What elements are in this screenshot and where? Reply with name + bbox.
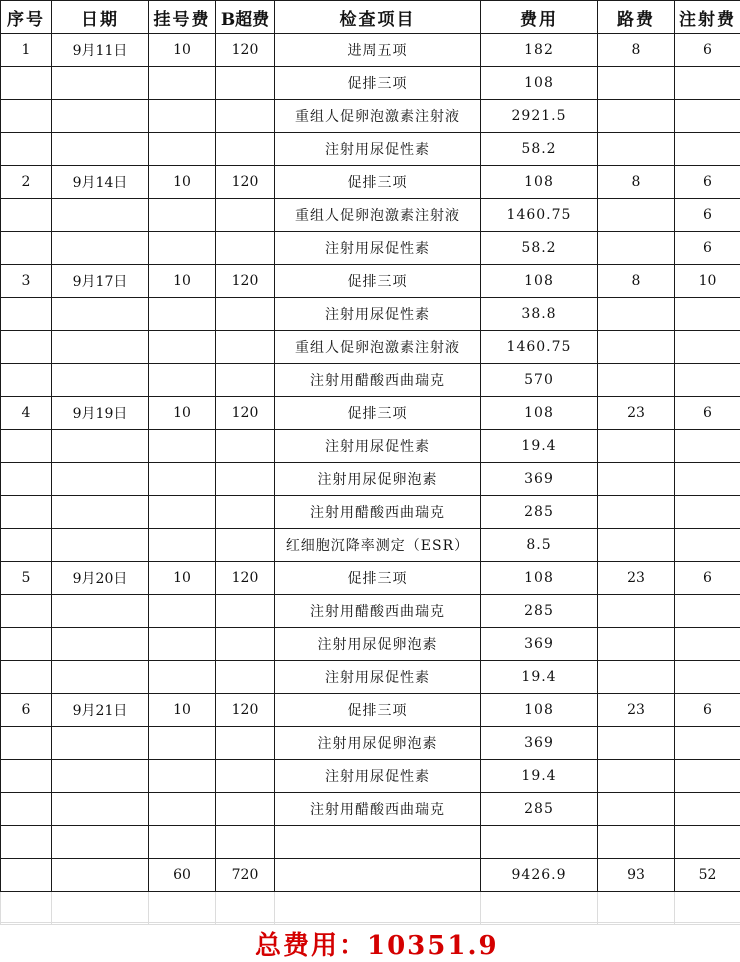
cell-ultrasound-fee xyxy=(216,232,275,265)
cell-registration-fee: 10 xyxy=(149,694,216,727)
cell-registration-fee xyxy=(149,364,216,397)
cell-exam-item: 促排三项 xyxy=(275,562,481,595)
cell-cost: 108 xyxy=(481,562,598,595)
cell-ultrasound-fee xyxy=(216,826,275,859)
cell-cost: 108 xyxy=(481,397,598,430)
cell-cost xyxy=(481,826,598,859)
cell-exam-item: 注射用尿促性素 xyxy=(275,760,481,793)
cell-cost: 19.4 xyxy=(481,430,598,463)
cell-index: 1 xyxy=(1,34,52,67)
cell-index xyxy=(1,595,52,628)
cell-registration-fee xyxy=(149,67,216,100)
cell-index xyxy=(1,100,52,133)
cell-exam-item: 红细胞沉降率测定（ESR） xyxy=(275,529,481,562)
cell-cost: 2921.5 xyxy=(481,100,598,133)
table-row xyxy=(1,562,740,595)
cell-date xyxy=(52,463,149,496)
table-row xyxy=(1,397,740,430)
empty-cell xyxy=(275,892,481,925)
cell-ultrasound-fee: 120 xyxy=(216,694,275,727)
cell-cost: 108 xyxy=(481,67,598,100)
cell-injection-fee xyxy=(675,133,740,166)
cell-travel-fee: 8 xyxy=(598,166,675,199)
cell-exam-item: 注射用尿促性素 xyxy=(275,661,481,694)
cell-registration-fee xyxy=(149,430,216,463)
cell-ultrasound-fee xyxy=(216,628,275,661)
cell-travel-fee xyxy=(598,727,675,760)
cell-injection-fee xyxy=(675,463,740,496)
cell-exam-item: 促排三项 xyxy=(275,166,481,199)
cell-ultrasound-fee xyxy=(216,496,275,529)
cell-registration-fee: 10 xyxy=(149,397,216,430)
cell-date xyxy=(52,760,149,793)
total-cost: 总费用：10351.9 xyxy=(255,925,499,962)
cell-date xyxy=(52,727,149,760)
cell-injection-fee xyxy=(675,364,740,397)
cell-registration-fee xyxy=(149,826,216,859)
cell-date: 9月14日 xyxy=(52,166,149,199)
table-row xyxy=(1,661,740,694)
table-row xyxy=(1,166,740,199)
cell-travel-fee xyxy=(598,463,675,496)
cell-ultrasound-fee: 120 xyxy=(216,166,275,199)
expense-table-body xyxy=(1,1,740,925)
cell-cost: 570 xyxy=(481,364,598,397)
cell-date: 9月19日 xyxy=(52,397,149,430)
cell-date xyxy=(52,133,149,166)
cell-index: 6 xyxy=(1,694,52,727)
cell-travel-fee xyxy=(598,595,675,628)
cell-injection-fee xyxy=(675,331,740,364)
table-row xyxy=(1,34,740,67)
table-row xyxy=(1,100,740,133)
cell-cost: 285 xyxy=(481,793,598,826)
cell-cost: 38.8 xyxy=(481,298,598,331)
cell-injection-fee xyxy=(675,793,740,826)
cell-registration-fee xyxy=(149,760,216,793)
header-registration-fee: 挂号费 xyxy=(149,1,216,34)
header-injection-fee: 注射费 xyxy=(675,1,740,34)
cell-registration-fee xyxy=(149,100,216,133)
cell-injection-fee xyxy=(675,595,740,628)
cell-date xyxy=(52,100,149,133)
cell-cost: 58.2 xyxy=(481,232,598,265)
cell-registration-fee xyxy=(149,727,216,760)
cell-travel-fee xyxy=(598,661,675,694)
cell-date xyxy=(52,298,149,331)
cell-exam-item xyxy=(275,826,481,859)
cell-index xyxy=(1,529,52,562)
cell-ultrasound-fee xyxy=(216,727,275,760)
cell-travel-fee: 93 xyxy=(598,859,675,892)
cell-index xyxy=(1,463,52,496)
cell-registration-fee xyxy=(149,331,216,364)
cell-ultrasound-fee xyxy=(216,760,275,793)
cell-exam-item: 注射用醋酸西曲瑞克 xyxy=(275,364,481,397)
cell-injection-fee xyxy=(675,67,740,100)
cell-travel-fee: 23 xyxy=(598,397,675,430)
cell-registration-fee xyxy=(149,133,216,166)
cell-injection-fee: 6 xyxy=(675,397,740,430)
cell-index xyxy=(1,298,52,331)
cell-cost: 369 xyxy=(481,628,598,661)
cell-injection-fee: 6 xyxy=(675,232,740,265)
cell-cost: 108 xyxy=(481,166,598,199)
cell-injection-fee xyxy=(675,298,740,331)
cell-date xyxy=(52,331,149,364)
cell-date xyxy=(52,430,149,463)
table-row xyxy=(1,232,740,265)
cell-date xyxy=(52,661,149,694)
cell-injection-fee xyxy=(675,100,740,133)
cell-index xyxy=(1,826,52,859)
cell-registration-fee: 10 xyxy=(149,562,216,595)
cell-date xyxy=(52,199,149,232)
cell-exam-item: 注射用尿促性素 xyxy=(275,232,481,265)
cell-injection-fee xyxy=(675,430,740,463)
cell-travel-fee: 8 xyxy=(598,265,675,298)
cell-index: 2 xyxy=(1,166,52,199)
table-row xyxy=(1,265,740,298)
cell-index xyxy=(1,793,52,826)
cell-travel-fee xyxy=(598,232,675,265)
table-row xyxy=(1,595,740,628)
cell-injection-fee: 52 xyxy=(675,859,740,892)
cell-cost: 369 xyxy=(481,463,598,496)
cell-date xyxy=(52,496,149,529)
cell-registration-fee xyxy=(149,496,216,529)
cell-cost: 1460.75 xyxy=(481,199,598,232)
cell-index xyxy=(1,859,52,892)
cell-registration-fee xyxy=(149,232,216,265)
header-travel-fee: 路费 xyxy=(598,1,675,34)
cell-ultrasound-fee xyxy=(216,298,275,331)
cell-ultrasound-fee xyxy=(216,199,275,232)
cell-date: 9月20日 xyxy=(52,562,149,595)
empty-cell xyxy=(1,892,52,925)
cell-travel-fee: 23 xyxy=(598,694,675,727)
cell-index xyxy=(1,760,52,793)
total-row xyxy=(0,922,740,959)
cell-date xyxy=(52,595,149,628)
cell-injection-fee: 6 xyxy=(675,166,740,199)
cell-travel-fee xyxy=(598,199,675,232)
cell-date xyxy=(52,793,149,826)
cell-cost: 369 xyxy=(481,727,598,760)
cell-cost: 182 xyxy=(481,34,598,67)
cell-registration-fee xyxy=(149,199,216,232)
cell-date xyxy=(52,628,149,661)
cell-ultrasound-fee xyxy=(216,793,275,826)
cell-registration-fee xyxy=(149,628,216,661)
cell-injection-fee xyxy=(675,496,740,529)
cell-index xyxy=(1,661,52,694)
cell-cost: 1460.75 xyxy=(481,331,598,364)
header-index: 序号 xyxy=(1,1,52,34)
cell-injection-fee xyxy=(675,826,740,859)
table-row xyxy=(1,760,740,793)
cell-registration-fee: 60 xyxy=(149,859,216,892)
cell-date xyxy=(52,826,149,859)
table-row xyxy=(1,364,740,397)
cell-travel-fee xyxy=(598,430,675,463)
cell-cost: 58.2 xyxy=(481,133,598,166)
cell-travel-fee xyxy=(598,628,675,661)
cell-exam-item: 促排三项 xyxy=(275,265,481,298)
cell-ultrasound-fee: 120 xyxy=(216,34,275,67)
header-cost: 费用 xyxy=(481,1,598,34)
cell-date xyxy=(52,859,149,892)
cell-registration-fee: 10 xyxy=(149,166,216,199)
cell-ultrasound-fee xyxy=(216,463,275,496)
cell-date xyxy=(52,232,149,265)
cell-travel-fee xyxy=(598,529,675,562)
cell-registration-fee xyxy=(149,595,216,628)
cell-travel-fee xyxy=(598,298,675,331)
header-row xyxy=(1,1,740,34)
cell-index: 5 xyxy=(1,562,52,595)
cell-index xyxy=(1,430,52,463)
cell-injection-fee: 6 xyxy=(675,562,740,595)
cell-ultrasound-fee xyxy=(216,364,275,397)
cell-index xyxy=(1,67,52,100)
cell-ultrasound-fee xyxy=(216,67,275,100)
cell-cost: 108 xyxy=(481,694,598,727)
table-row xyxy=(1,463,740,496)
cell-index xyxy=(1,496,52,529)
cell-injection-fee: 6 xyxy=(675,34,740,67)
cell-exam-item: 注射用醋酸西曲瑞克 xyxy=(275,595,481,628)
cell-ultrasound-fee xyxy=(216,100,275,133)
cell-travel-fee xyxy=(598,826,675,859)
cell-travel-fee xyxy=(598,100,675,133)
cell-exam-item: 重组人促卵泡激素注射液 xyxy=(275,199,481,232)
cell-exam-item: 促排三项 xyxy=(275,694,481,727)
cell-ultrasound-fee: 120 xyxy=(216,562,275,595)
table-row xyxy=(1,331,740,364)
cell-ultrasound-fee: 120 xyxy=(216,265,275,298)
cell-index: 3 xyxy=(1,265,52,298)
cell-index: 4 xyxy=(1,397,52,430)
cell-exam-item: 重组人促卵泡激素注射液 xyxy=(275,100,481,133)
cell-injection-fee xyxy=(675,760,740,793)
cell-registration-fee xyxy=(149,298,216,331)
cell-injection-fee: 10 xyxy=(675,265,740,298)
cell-registration-fee: 10 xyxy=(149,265,216,298)
cell-ultrasound-fee xyxy=(216,661,275,694)
cell-ultrasound-fee: 720 xyxy=(216,859,275,892)
cell-injection-fee: 6 xyxy=(675,199,740,232)
empty-cell xyxy=(149,892,216,925)
table-row xyxy=(1,694,740,727)
cell-date xyxy=(52,67,149,100)
cell-travel-fee xyxy=(598,793,675,826)
cell-injection-fee xyxy=(675,529,740,562)
cell-travel-fee xyxy=(598,331,675,364)
cell-exam-item: 注射用尿促性素 xyxy=(275,298,481,331)
cell-registration-fee xyxy=(149,793,216,826)
cell-exam-item: 进周五项 xyxy=(275,34,481,67)
cell-date xyxy=(52,529,149,562)
cell-index xyxy=(1,199,52,232)
cell-index xyxy=(1,628,52,661)
cell-exam-item: 重组人促卵泡激素注射液 xyxy=(275,331,481,364)
subtotal-row xyxy=(1,859,740,892)
cell-injection-fee xyxy=(675,661,740,694)
empty-cell xyxy=(675,892,740,925)
cell-ultrasound-fee xyxy=(216,133,275,166)
cell-ultrasound-fee xyxy=(216,529,275,562)
cell-travel-fee xyxy=(598,364,675,397)
table-row xyxy=(1,298,740,331)
cell-exam-item: 注射用醋酸西曲瑞克 xyxy=(275,793,481,826)
cell-registration-fee xyxy=(149,529,216,562)
cell-cost: 8.5 xyxy=(481,529,598,562)
table-row xyxy=(1,199,740,232)
cell-index xyxy=(1,133,52,166)
header-date: 日期 xyxy=(52,1,149,34)
cell-ultrasound-fee xyxy=(216,430,275,463)
header-ultrasound-fee: B超费 xyxy=(216,1,275,34)
empty-cell xyxy=(598,892,675,925)
cell-exam-item: 促排三项 xyxy=(275,67,481,100)
table-row xyxy=(1,529,740,562)
cell-index xyxy=(1,364,52,397)
cell-travel-fee: 8 xyxy=(598,34,675,67)
empty-cell xyxy=(481,892,598,925)
cell-travel-fee xyxy=(598,67,675,100)
cell-cost: 19.4 xyxy=(481,760,598,793)
cell-index xyxy=(1,727,52,760)
cell-exam-item: 注射用尿促卵泡素 xyxy=(275,463,481,496)
cell-travel-fee xyxy=(598,760,675,793)
cell-exam-item: 注射用醋酸西曲瑞克 xyxy=(275,496,481,529)
cell-index xyxy=(1,331,52,364)
empty-cell xyxy=(52,892,149,925)
header-exam-item: 检查项目 xyxy=(275,1,481,34)
cell-exam-item: 注射用尿促卵泡素 xyxy=(275,628,481,661)
table-row xyxy=(1,496,740,529)
cell-exam-item: 注射用尿促性素 xyxy=(275,133,481,166)
table-row xyxy=(1,67,740,100)
cell-cost: 19.4 xyxy=(481,661,598,694)
table-row xyxy=(1,826,740,859)
table-row xyxy=(1,430,740,463)
cell-date xyxy=(52,364,149,397)
cell-injection-fee xyxy=(675,628,740,661)
cell-cost: 285 xyxy=(481,496,598,529)
cell-cost: 285 xyxy=(481,595,598,628)
cell-cost: 108 xyxy=(481,265,598,298)
cell-exam-item: 促排三项 xyxy=(275,397,481,430)
empty-row xyxy=(1,892,740,925)
cell-registration-fee xyxy=(149,661,216,694)
cell-exam-item: 注射用尿促性素 xyxy=(275,430,481,463)
table-row xyxy=(1,727,740,760)
cell-index xyxy=(1,232,52,265)
cell-ultrasound-fee: 120 xyxy=(216,397,275,430)
cell-date: 9月11日 xyxy=(52,34,149,67)
empty-cell xyxy=(216,892,275,925)
cell-exam-item xyxy=(275,859,481,892)
cell-date: 9月17日 xyxy=(52,265,149,298)
cell-cost: 9426.9 xyxy=(481,859,598,892)
cell-travel-fee xyxy=(598,496,675,529)
cell-registration-fee: 10 xyxy=(149,34,216,67)
cell-exam-item: 注射用尿促卵泡素 xyxy=(275,727,481,760)
cell-travel-fee: 23 xyxy=(598,562,675,595)
cell-injection-fee: 6 xyxy=(675,694,740,727)
cell-ultrasound-fee xyxy=(216,331,275,364)
cell-registration-fee xyxy=(149,463,216,496)
table-row xyxy=(1,793,740,826)
table-row xyxy=(1,133,740,166)
cell-travel-fee xyxy=(598,133,675,166)
table-row xyxy=(1,628,740,661)
cell-date: 9月21日 xyxy=(52,694,149,727)
cell-injection-fee xyxy=(675,727,740,760)
cell-ultrasound-fee xyxy=(216,595,275,628)
